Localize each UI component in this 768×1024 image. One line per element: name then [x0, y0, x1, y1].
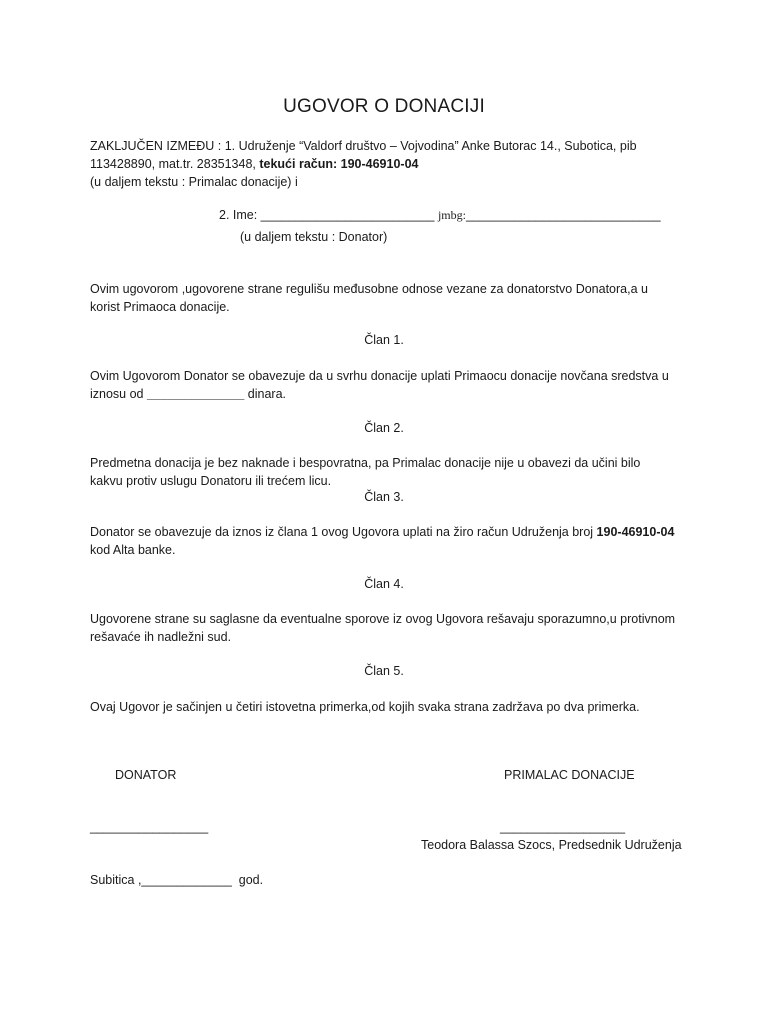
article-1-heading: Član 1.	[364, 333, 404, 347]
article-4-line-1: Ugovorene strane su saglasne da eventualne sporove iz ovog Ugovora rešavaju sporazumno,u protivnom	[90, 612, 676, 626]
recipient-signature-line: __________________	[500, 820, 626, 834]
date-blank: _____________	[141, 873, 232, 887]
party2-name-field: 2. Ime: _________________________	[219, 208, 435, 222]
article-3-line-2: kod Alta banke.	[90, 543, 176, 557]
party2-jmbg-label: jmbg:	[437, 208, 466, 222]
article-2-line-2: kakvu protiv uslugu Donatoru ili trećem licu.	[90, 474, 332, 488]
place-label: Subitica ,	[90, 873, 142, 887]
place-date-line	[90, 873, 263, 887]
recipient-label: PRIMALAC DONACIJE	[504, 768, 635, 782]
article-1-line-2	[90, 386, 286, 404]
article-3-text: Donator se obavezuje da iznos iz člana 1 ovog Ugovora uplati na žiro račun Udruženja broj	[90, 525, 597, 539]
preamble-line-1: Ovim ugovorom ,ugovorene strane regulišu međusobne odnose vezane za donatorstvo Donatora,a u	[90, 282, 648, 296]
party2-jmbg-field: ____________________________	[465, 208, 661, 222]
article-4-heading: Član 4.	[364, 577, 404, 591]
article-1-amount-prefix: iznosu od	[90, 387, 147, 401]
party2-line	[219, 208, 661, 223]
intro-line-2-text: 113428890, mat.tr. 28351348,	[90, 157, 260, 171]
article-2-line-1: Predmetna donacija je bez naknade i bespovratna, pa Primalac donacije nije u obavezi da učini bilo	[90, 456, 641, 470]
party2-note: (u daljem tekstu : Donator)	[240, 230, 388, 244]
intro-line-1: ZAKLJUČEN IZMEĐU : 1. Udruženje “Valdorf društvo – Vojvodina” Anke Butorac 14., Subotica, pib	[90, 139, 637, 153]
donor-signature-line: _________________	[90, 820, 209, 834]
article-3-line-1	[90, 524, 674, 542]
article-5-line-1: Ovaj Ugovor je sačinjen u četiri istovetna primerka,od kojih svaka strana zadržava po dva primerka.	[90, 700, 640, 714]
article-1-amount-suffix: dinara.	[244, 387, 287, 401]
donor-label: DONATOR	[115, 768, 177, 782]
article-3-heading: Član 3.	[364, 490, 404, 504]
document-title: UGOVOR O DONACIJI	[283, 96, 485, 117]
article-3-account: 190-46910-04	[596, 525, 675, 539]
recipient-name: Teodora Balassa Szocs, Predsednik Udruženja	[421, 838, 682, 852]
year-suffix: god.	[231, 873, 264, 887]
bank-account: tekući račun: 190-46910-04	[259, 157, 419, 171]
amount-blank: ______________	[146, 387, 245, 401]
article-4-line-2: rešavaće ih nadležni sud.	[90, 630, 232, 644]
intro-line-2	[90, 156, 418, 174]
intro-line-3: (u daljem tekstu : Primalac donacije) i	[90, 175, 298, 189]
article-5-heading: Član 5.	[364, 664, 404, 678]
preamble-line-2: korist Primaoca donacije.	[90, 300, 230, 314]
article-2-heading: Član 2.	[364, 421, 404, 435]
article-1-line-1: Ovim Ugovorom Donator se obavezuje da u svrhu donacije uplati Primaocu donacije novčana sredstva u	[90, 369, 669, 383]
